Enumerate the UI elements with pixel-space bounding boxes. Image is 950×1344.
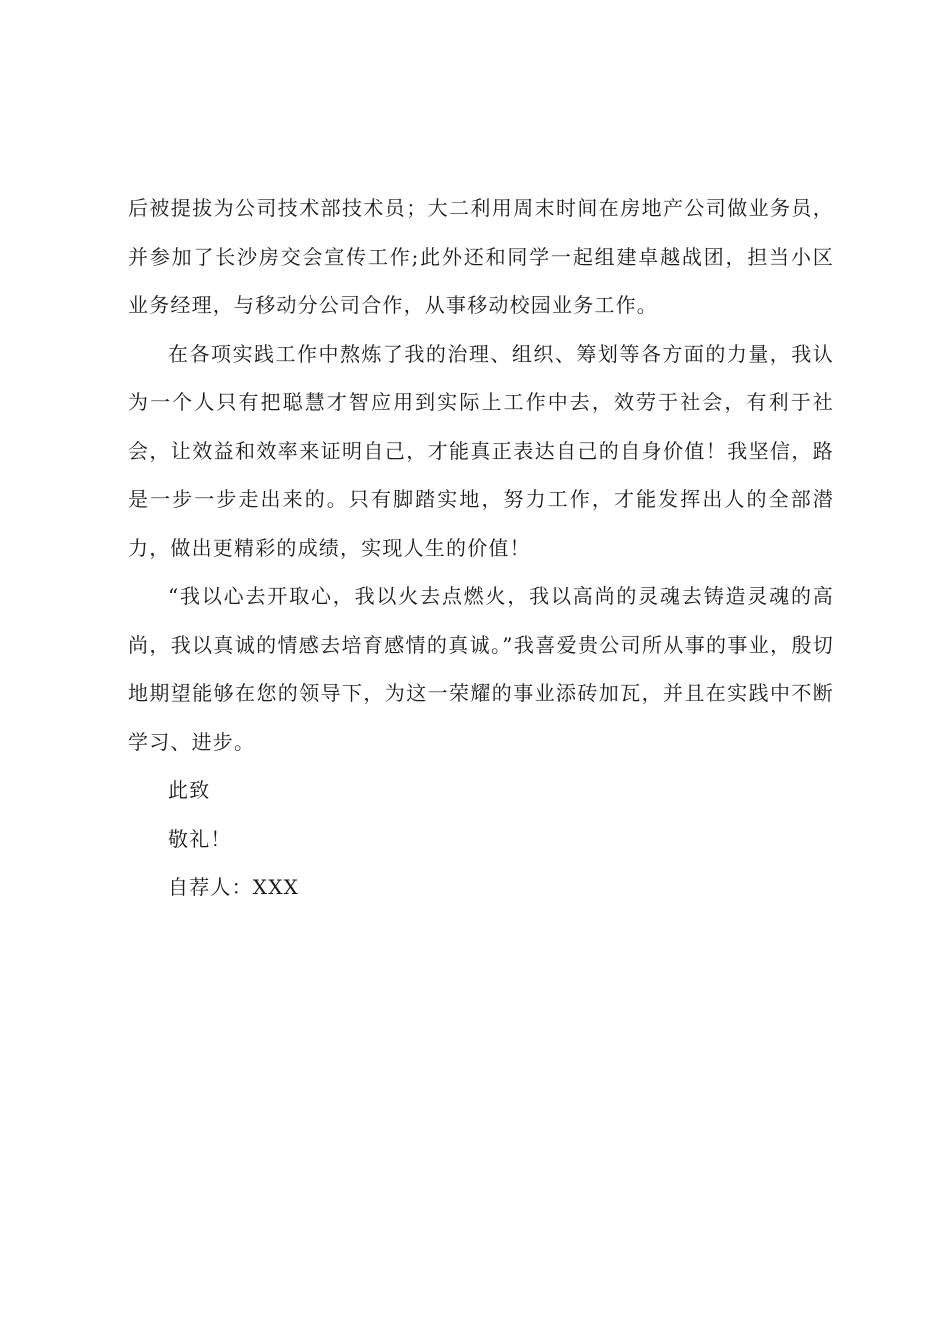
paragraph-practice: 在各项实践工作中熬炼了我的治理、组织、筹划等各方面的力量，我认为一个人只有把聪慧才智应用到实际上工作中去，效劳于社会，有利于社会，让效益和效率来证明自己，才能真正表达自己的自身价值！我坚信，路是一步一步走出来的。只有脚踏实地，努力工作，才能发挥出人的全部潜力，做出更精彩的成绩，实现人生的价值！ — [128, 341, 834, 560]
signature: 自荐人：XXX — [168, 875, 300, 899]
paragraph-quote: “我以心去开取心，我以火去点燃火，我以高尚的灵魂去铸造灵魂的高尚，我以真诚的情感去培育感情的真诚。”我喜爱贵公司所从事的事业，殷切地期望能够在您的领导下，为这一荣耀的事业添砖加瓦，并且在实践中不断学习、进步。 — [128, 584, 834, 754]
closing-regards: 敬礼！ — [168, 826, 232, 851]
closing-salutation: 此致 — [168, 778, 211, 802]
paragraph-continued: 后被提拔为公司技术部技术员；大二利用周末时间在房地产公司做业务员，并参加了长沙房交会宣传工作;此外还和同学一起组建卓越战团，担当小区业务经理，与移动分公司合作，从事移动校园业务工作。 — [128, 196, 834, 317]
letter-body — [128, 184, 834, 912]
